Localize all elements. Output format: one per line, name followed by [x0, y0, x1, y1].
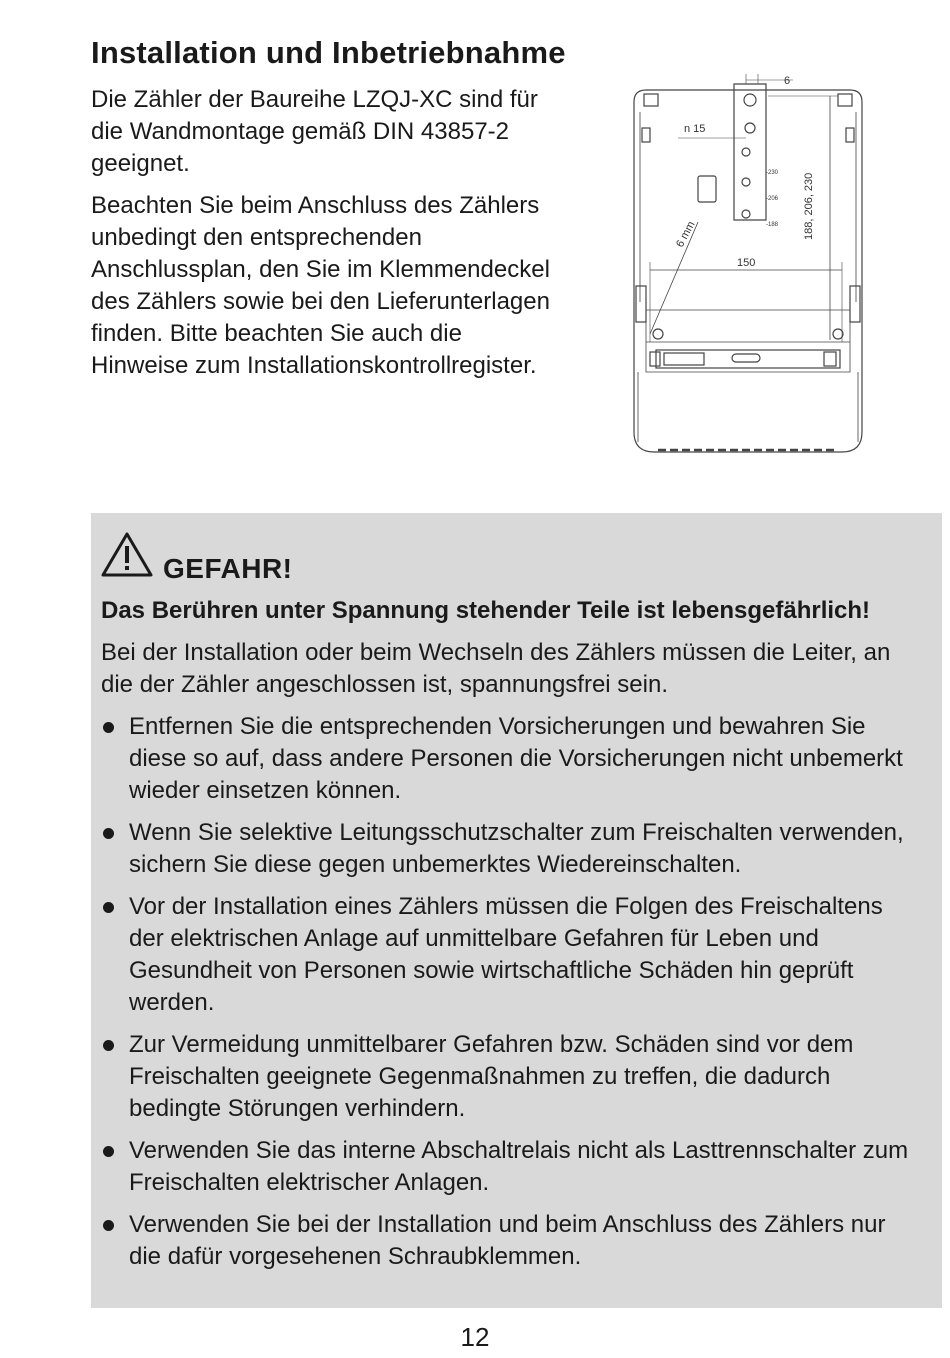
intro-paragraph-1: Die Zähler der Baureihe LZQJ-XC sind für die Wandmontage gemäß DIN 43857-2 geeignet.	[91, 86, 538, 177]
meter-mounting-diagram	[628, 72, 868, 457]
dim-hole-label: n 15	[684, 123, 706, 135]
list-item	[101, 891, 922, 1019]
bullet-icon	[103, 902, 114, 913]
list-item	[101, 1209, 922, 1273]
danger-header	[101, 523, 922, 584]
dim-width-label: 150	[737, 257, 756, 269]
list-item	[101, 817, 922, 881]
mark-188-label: -188	[766, 222, 779, 228]
list-item-text: Zur Vermeidung unmittelbarer Gefahren bzw. Schäden sind vor dem Freischalten geeignete Gegenmaßnahmen zu treffen, die dadurch bedingte Störungen verhindern.	[129, 1031, 854, 1122]
mark-230-label: -230	[766, 170, 779, 176]
dim-top-label: 6	[784, 75, 791, 87]
mark-206-label: -206	[766, 196, 779, 202]
list-item	[101, 1135, 922, 1199]
danger-bullet-list	[101, 711, 922, 1273]
dim-height-label: 188, 206, 230	[803, 172, 815, 240]
page-title: Installation und Inbetriebnahme	[91, 34, 566, 70]
danger-notice	[91, 513, 942, 1308]
list-item	[101, 711, 922, 807]
bullet-icon	[103, 1040, 114, 1051]
danger-title: GEFAHR!	[163, 553, 293, 584]
intro-paragraph-2: Beachten Sie beim Anschluss des Zählers unbedingt den entsprechenden Anschlussplan, den Sie im Klemmendeckel des Zählers sowie bei den Lieferunterlagen finden. Bitte beachten Sie auch die Hinweise zum Installationskontrollregister.	[91, 192, 550, 379]
intro-section	[91, 84, 561, 392]
danger-text: Bei der Installation oder beim Wechseln des Zählers müssen die Leiter, an die der Zähler angeschlossen ist, spannungsfrei sein.	[101, 639, 891, 698]
list-item-text: Entfernen Sie die entsprechenden Vorsicherungen und bewahren Sie diese so auf, dass andere Personen die Vorsicherungen nicht unbemerkt wieder einsetzen können.	[129, 713, 903, 804]
list-item-text: Vor der Installation eines Zählers müssen die Folgen des Freischaltens der elektrischen Anlage auf unmittelbare Gefahren für Leben und Gesundheit von Personen sowie wirtschaftliche Schäden hin geprüft werden.	[129, 893, 883, 1016]
list-item-text: Verwenden Sie bei der Installation und beim Anschluss des Zählers nur die dafür vorgesehenen Schraubklemmen.	[129, 1211, 886, 1270]
danger-subtitle: Das Berühren unter Spannung stehender Teile ist lebensgefährlich!	[101, 597, 871, 624]
bullet-icon	[103, 1220, 114, 1231]
warning-triangle-icon	[101, 531, 153, 577]
dim-slant-label: 6 mm	[674, 219, 698, 250]
bullet-icon	[103, 1146, 114, 1157]
page-number: 12	[460, 1322, 490, 1352]
list-item-text: Wenn Sie selektive Leitungsschutzschalter zum Freischalten verwenden, sichern Sie diese gegen unbemerktes Wiedereinschalten.	[129, 819, 904, 878]
list-item-text: Verwenden Sie das interne Abschaltrelais nicht als Lasttrennschalter zum Freischalten elektrischer Anlagen.	[129, 1137, 909, 1196]
bullet-icon	[103, 722, 114, 733]
list-item	[101, 1029, 922, 1125]
bullet-icon	[103, 828, 114, 839]
